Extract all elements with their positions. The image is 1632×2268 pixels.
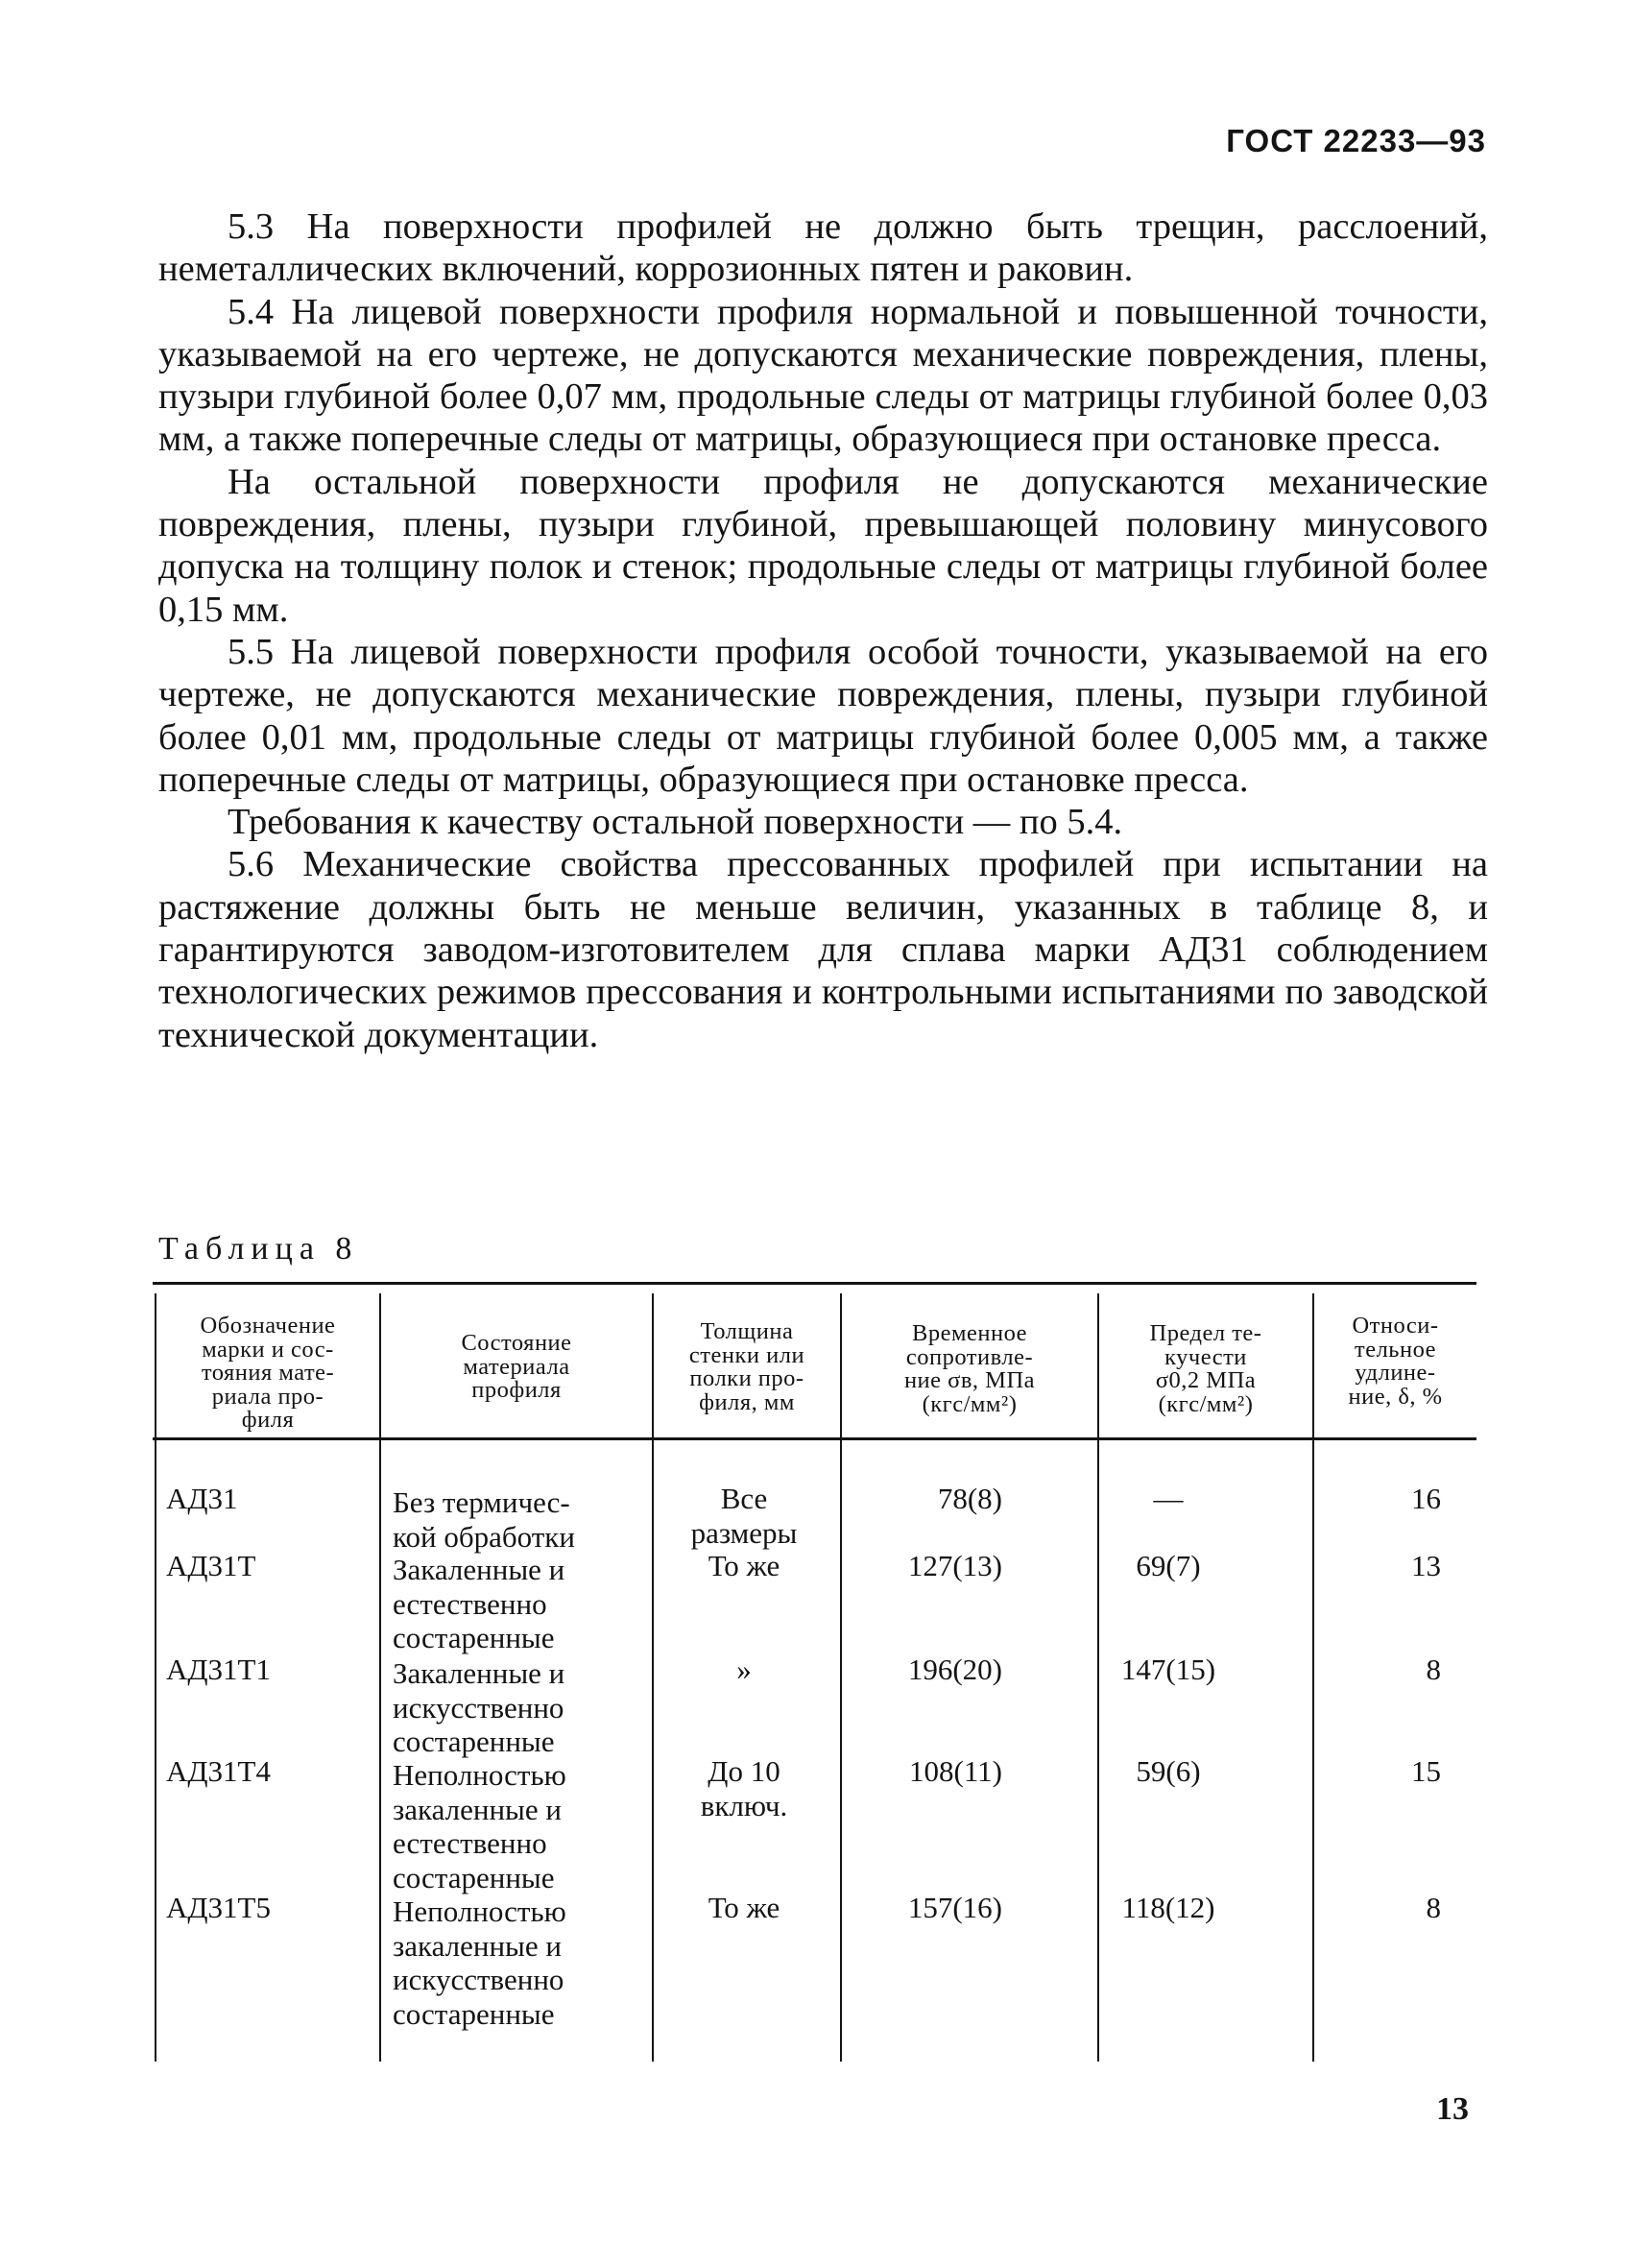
cell-elongation: 8: [1426, 1653, 1441, 1686]
cell-grade: АД31: [166, 1482, 238, 1515]
cell-elongation: 8: [1426, 1891, 1441, 1924]
cell-thickness: То же: [708, 1891, 780, 1924]
cell-tensile: 78(8): [937, 1482, 1002, 1515]
column-divider-5: [1312, 1293, 1314, 2062]
cell-thickness: То же: [708, 1549, 780, 1582]
cell-grade: АД31Т1: [166, 1653, 271, 1686]
cell-tensile: 127(13): [907, 1549, 1002, 1582]
paragraph-requirements: Требования к качеству остальной поверхности — по 5.4.: [228, 802, 1123, 843]
cell-yield: —: [1153, 1482, 1184, 1515]
table-top-rule: [153, 1282, 1476, 1285]
cell-thickness: До 10 включ.: [700, 1754, 788, 1822]
cell-elongation: 15: [1411, 1754, 1441, 1788]
page-number: 13: [1436, 2091, 1469, 2127]
paragraph-other-surface: На остальной поверхности профиля не допускаются механические повреждения, плены, пузыри глубиной, превышающей половину минусового допуска на толщину полок и стенок; продольные следы от матрицы глубиной более 0,15 мм.: [158, 461, 1488, 630]
cell-elongation: 13: [1411, 1549, 1441, 1582]
cell-grade: АД31Т4: [166, 1754, 271, 1788]
table-caption: Таблица 8: [158, 1231, 359, 1267]
header-state: Состояние материала профиля: [461, 1330, 572, 1403]
cell-state: Без термичес- кой обработки: [393, 1485, 575, 1554]
cell-grade: АД31Т: [166, 1549, 256, 1582]
cell-state: Закаленные и искусственно состаренные: [393, 1656, 565, 1758]
page-header: ГОСТ 22233—93: [1226, 123, 1486, 158]
cell-elongation: 16: [1411, 1482, 1441, 1515]
header-elongation: Относи- тельное удлине- ние, δ, %: [1348, 1313, 1443, 1410]
header-tensile: Временное сопротивле- ние σв, МПа (кгс/мм²): [903, 1320, 1036, 1417]
cell-yield: 69(7): [1136, 1549, 1201, 1582]
cell-yield: 147(15): [1120, 1653, 1216, 1686]
header-grade: Обозначение марки и сос- тояния мате- риала про- филя: [200, 1313, 336, 1433]
cell-yield: 59(6): [1136, 1754, 1201, 1788]
paragraph-5-3: 5.3 На поверхности профилей не должно быть трещин, расслоений, неметаллических включений, коррозионных пятен и раковин.: [158, 206, 1488, 290]
cell-grade: АД31Т5: [166, 1891, 271, 1924]
paragraph-5-4: 5.4 На лицевой поверхности профиля нормальной и повышенной точности, указываемой на его чертеже, не допускаются механические повреждения, плены, пузыри глубиной более 0,07 мм, продольные следы от матрицы глубиной более 0,03 мм, а также поперечные следы от матрицы, образующиеся при остановке пресса.: [158, 291, 1488, 460]
table-8: [153, 1282, 1476, 2062]
cell-state: Закаленные и естественно состаренные: [393, 1553, 565, 1654]
cell-yield: 118(12): [1121, 1891, 1215, 1924]
cell-thickness: Все размеры: [690, 1482, 798, 1550]
paragraph-5-6: 5.6 Механические свойства прессованных профилей при испытании на растяжение должны быть не меньше величин, указанных в таблице 8, и гарантируются заводом-изготовителем для сплава марки АД31 соблюдением технологических режимов прессования и контрольными испытаниями по заводской технической документации.: [158, 844, 1488, 1055]
cell-thickness: »: [736, 1653, 752, 1686]
cell-tensile: 196(20): [907, 1653, 1002, 1686]
cell-tensile: 157(16): [907, 1891, 1002, 1924]
paragraph-5-5: 5.5 На лицевой поверхности профиля особой точности, указываемой на его чертеже, не допускаются механические повреждения, плены, пузыри глубиной более 0,01 мм, продольные следы от матрицы глубиной более 0,005 мм, а также поперечные следы от матрицы, образующиеся при остановке пресса.: [158, 631, 1488, 800]
column-divider-1: [379, 1293, 381, 2062]
header-thickness: Толщина стенки или полки про- филя, мм: [688, 1318, 805, 1415]
cell-state: Неполностью закаленные и естественно состаренные: [393, 1758, 566, 1894]
header-bottom-rule: [153, 1437, 1476, 1440]
body-text: [158, 205, 1488, 1056]
cell-tensile: 108(11): [909, 1754, 1002, 1788]
cell-state: Неполностью закаленные и искусственно состаренные: [393, 1894, 566, 2031]
header-yield: Предел те- кучести σ0,2 МПа (кгс/мм²): [1149, 1320, 1262, 1417]
